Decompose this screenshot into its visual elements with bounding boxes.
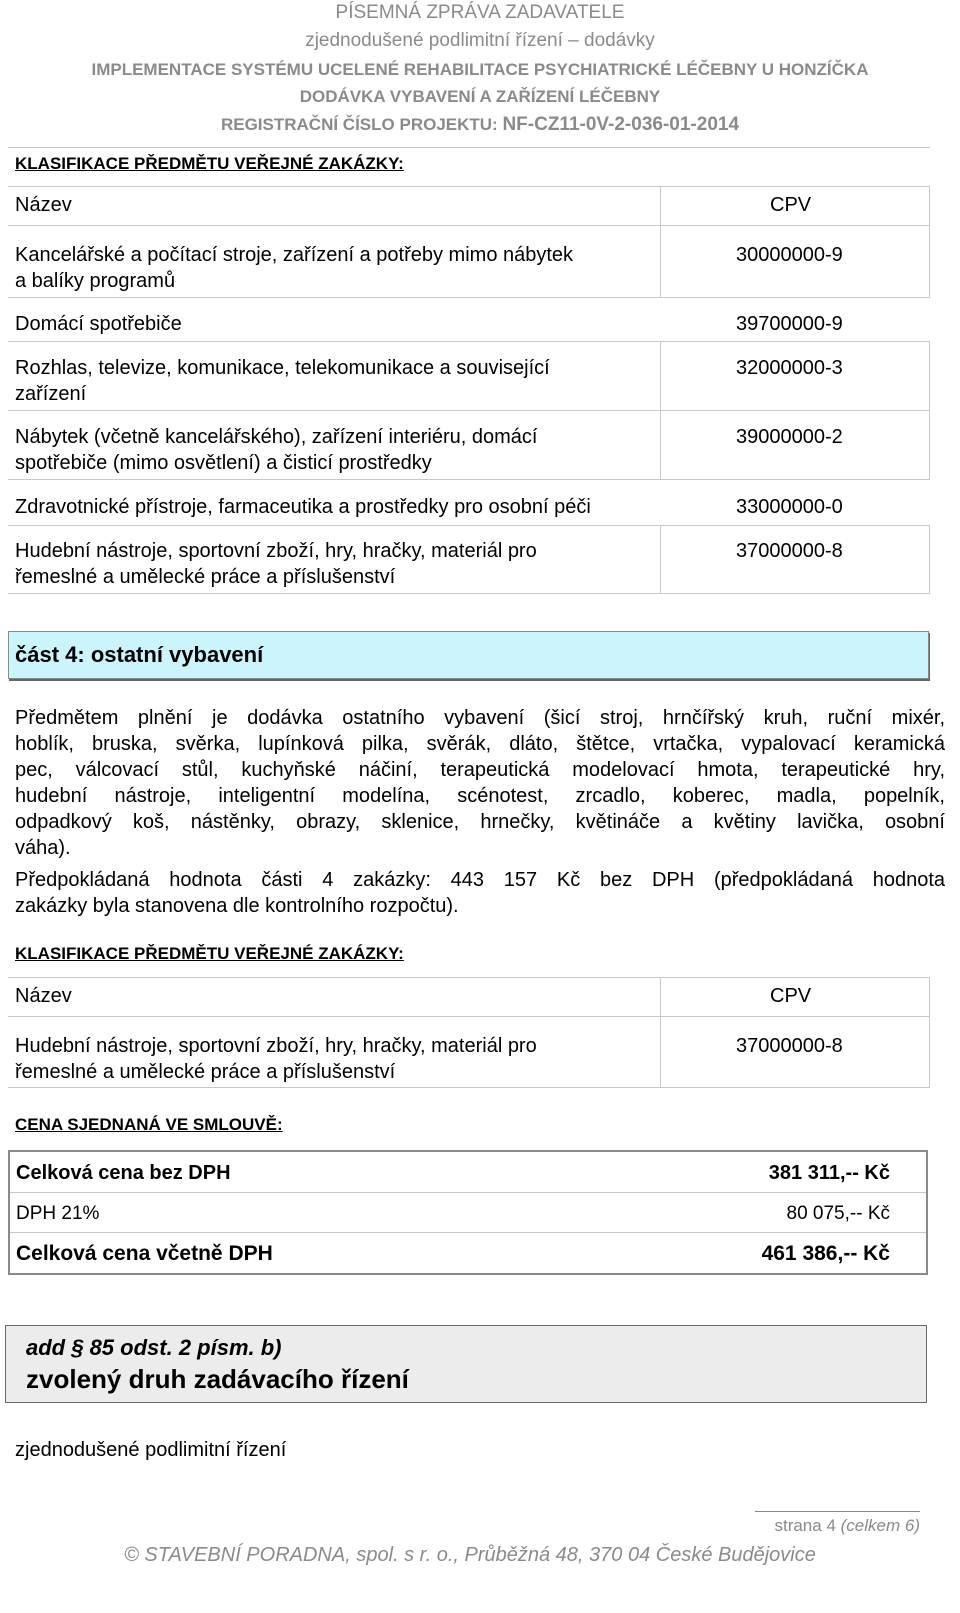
- header-line-3: IMPLEMENTACE SYSTÉMU UCELENÉ REHABILITACE PSYCHIATRICKÉ LÉČEBNY U HONZÍČKA: [91, 60, 869, 79]
- header-line-2: zjednodušené podlimitní řízení – dodávky: [305, 30, 655, 51]
- price-value-total: 461 386,-- Kč: [761, 1242, 890, 1265]
- procedure-box: [5, 1325, 927, 1403]
- footer-company: © STAVEBNÍ PORADNA, spol. s r. o., Průběžná 48, 370 04 České Budějovice: [124, 1544, 816, 1566]
- table-row-name-cont: a balíky programů: [15, 270, 176, 292]
- price-label-net: Celková cena bez DPH: [16, 1162, 231, 1184]
- registration-label: REGISTRAČNÍ ČÍSLO PROJEKTU:: [220, 115, 498, 134]
- header-divider: [8, 147, 930, 148]
- price-value-vat: 80 075,-- Kč: [786, 1203, 890, 1224]
- description-line: Předmětem plnění je dodávka ostatního vybavení (šicí stroj, hrnčířský kruh, ruční mixér,: [15, 707, 945, 729]
- table-row-name: Zdravotnické přístroje, farmaceutika a prostředky pro osobní péči: [15, 496, 591, 518]
- description-line: odpadkový koš, nástěnky, obrazy, sklenice, hrnečky, květináče a květiny lavička, osobní: [15, 811, 945, 833]
- part-4-description: [15, 705, 945, 861]
- footer-divider: [755, 1511, 920, 1512]
- table-row-name: Hudební nástroje, sportovní zboží, hry, hračky, materiál pro: [15, 540, 537, 562]
- value-line: zakázky byla stanovena dle kontrolního rozpočtu).: [15, 895, 459, 917]
- description-line: váha).: [15, 837, 71, 859]
- column-name-header: Název: [15, 985, 72, 1007]
- part-4-estimated-value: [15, 867, 945, 919]
- header-line-5: [0, 114, 960, 136]
- table-row-cpv: 37000000-8: [736, 1035, 843, 1057]
- price-heading: CENA SJEDNANÁ VE SMLOUVĚ:: [15, 1115, 283, 1134]
- registration-number: NF-CZ11-0V-2-036-01-2014: [502, 114, 740, 135]
- part-4-banner: [8, 631, 929, 679]
- column-cpv-header: CPV: [770, 194, 812, 216]
- header-line-4: DODÁVKA VYBAVENÍ A ZAŘÍZENÍ LÉČEBNY: [299, 87, 661, 106]
- description-line: pec, válcovací stůl, kuchyňské náčiní, terapeutická modelovací hmota, terapeutické hry,: [15, 759, 945, 781]
- table-row-cpv: 33000000-0: [736, 496, 843, 518]
- table-row-name-cont: zařízení: [15, 383, 87, 405]
- table-row-name: Domácí spotřebiče: [15, 313, 182, 335]
- description-line: hoblík, bruska, svěrka, lupínková pilka, svěrák, dláto, štětce, vrtačka, vypalovací keramická: [15, 733, 945, 755]
- page-number: [774, 1516, 920, 1536]
- table-row-name: Hudební nástroje, sportovní zboží, hry, hračky, materiál pro: [15, 1035, 537, 1057]
- classification-heading-2: KLASIFIKACE PŘEDMĚTU VEŘEJNÉ ZAKÁZKY:: [15, 944, 404, 963]
- procedure-title: zvolený druh zadávacího řízení: [26, 1364, 409, 1394]
- table-row-name: Kancelářské a počítací stroje, zařízení a potřeby mimo nábytek: [15, 244, 574, 266]
- column-cpv-header: CPV: [770, 985, 812, 1007]
- procedure-reference: add § 85 odst. 2 písm. b): [26, 1335, 282, 1360]
- table-row-name-cont: řemeslné a umělecké práce a příslušenství: [15, 1061, 396, 1083]
- column-name-header: Název: [15, 194, 72, 216]
- price-label-total: Celková cena včetně DPH: [16, 1242, 273, 1265]
- header-line-1: PÍSEMNÁ ZPRÁVA ZADAVATELE: [335, 2, 625, 23]
- table-row-name-cont: řemeslné a umělecké práce a příslušenství: [15, 566, 396, 588]
- table-row-name: Nábytek (včetně kancelářského), zařízení interiéru, domácí: [15, 426, 538, 448]
- price-label-vat: DPH 21%: [16, 1203, 100, 1224]
- page-total: (celkem 6): [840, 1516, 920, 1535]
- classification-heading-1: KLASIFIKACE PŘEDMĚTU VEŘEJNÉ ZAKÁZKY:: [15, 154, 404, 173]
- procedure-value: zjednodušené podlimitní řízení: [15, 1439, 287, 1461]
- table-row-cpv: 30000000-9: [736, 244, 843, 266]
- table-row-cpv: 32000000-3: [736, 357, 843, 379]
- table-row-name-cont: spotřebiče (mimo osvětlení) a čisticí prostředky: [15, 452, 432, 474]
- price-value-net: 381 311,-- Kč: [768, 1162, 890, 1184]
- part-4-title: část 4: ostatní vybavení: [15, 642, 264, 667]
- table-row-cpv: 39000000-2: [736, 426, 843, 448]
- price-table: [8, 1150, 928, 1275]
- value-line: Předpokládaná hodnota části 4 zakázky: 443 157 Kč bez DPH (předpokládaná hodnota: [15, 869, 945, 891]
- table-row-cpv: 39700000-9: [736, 313, 843, 335]
- table-row-name: Rozhlas, televize, komunikace, telekomunikace a související: [15, 357, 550, 379]
- table-row-cpv: 37000000-8: [736, 540, 843, 562]
- page-current: strana 4: [774, 1516, 836, 1535]
- description-line: hudební nástroje, inteligentní modelína, scénotest, zrcadlo, koberec, madla, popelník,: [15, 785, 945, 807]
